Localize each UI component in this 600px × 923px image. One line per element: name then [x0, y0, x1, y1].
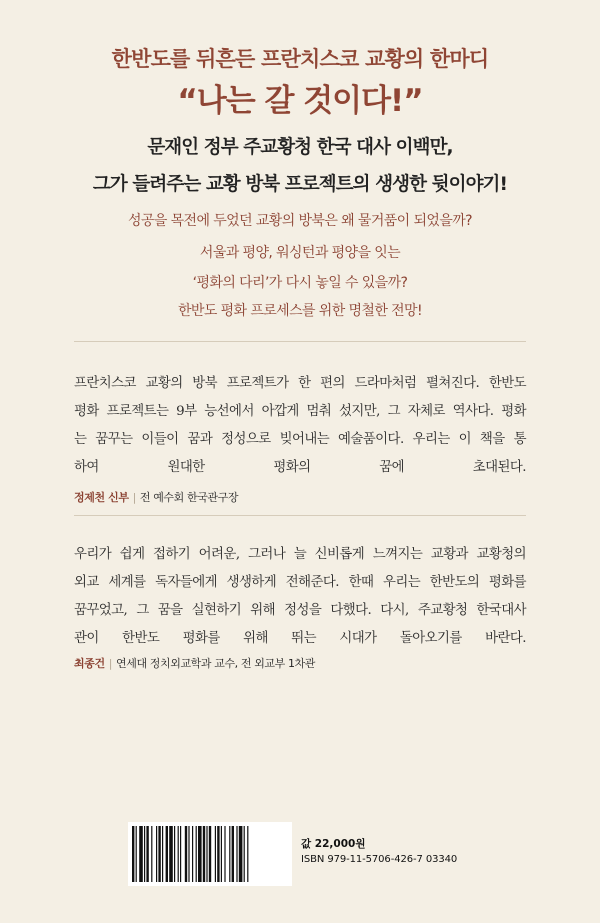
endorsement-line: 하여 원대한 평화의 꿈에 초대된다.	[74, 460, 526, 475]
headline-line-1: 한반도를 뒤흔든 프란치스코 교황의 한마디	[111, 47, 489, 71]
divider	[74, 515, 526, 516]
barcode-bar	[229, 826, 230, 882]
barcode-bar	[146, 826, 148, 882]
endorser-title: 전 예수회 한국관구장	[139, 491, 239, 504]
barcode-bar	[180, 826, 181, 882]
endorser-name: 최종건	[74, 657, 105, 670]
teaser-line: 서울과 평양, 워싱턴과 평양을 잇는	[199, 245, 401, 261]
barcode-bar	[244, 826, 245, 882]
barcode-bar	[166, 826, 168, 882]
endorsement-line: 프란치스코 교황의 방북 프로젝트가 한 편의 드라마처럼 펼쳐진다. 한반도	[74, 376, 526, 391]
barcode-bar	[215, 826, 216, 882]
endorser-title: 연세대 정치외교학과 교수, 전 외교부 1차관	[116, 657, 316, 670]
barcode-bar	[203, 826, 205, 882]
headline-quote: “나는 갈 것이다!”	[177, 83, 423, 119]
endorsement-line: 평화 프로젝트는 9부 능선에서 아깝게 멈춰 섰지만, 그 자체로 역사다. 평화	[74, 404, 526, 419]
barcode-bar	[209, 826, 211, 882]
price-label: 값 22,000원	[301, 838, 366, 850]
barcode-bar	[206, 826, 207, 882]
barcode-bar	[178, 826, 179, 882]
teaser-line: 한반도 평화 프로세스를 위한 명철한 전망!	[178, 303, 422, 319]
barcode-bar	[158, 826, 160, 882]
barcode-bar	[236, 826, 237, 882]
endorser-name: 정제천 신부	[74, 491, 129, 504]
barcode-bar	[232, 826, 234, 882]
isbn-barcode	[128, 822, 292, 886]
barcode-bar	[224, 826, 225, 882]
barcode-bar	[132, 826, 134, 882]
teaser-line: ‘평화의 다리’가 다시 놓일 수 있을까?	[192, 275, 408, 291]
barcode-bar	[144, 826, 145, 882]
barcode-bar	[198, 826, 202, 882]
endorsement-line: 는 꿈꾸는 이들이 꿈과 정성으로 빚어내는 예술품이다. 우리는 이 책을 통	[74, 432, 526, 447]
barcode-bar	[196, 826, 197, 882]
endorsement-line: 꿈꾸었고, 그 꿈을 실현하기 위해 정성을 다했다. 다시, 주교황청 한국대사	[74, 603, 526, 618]
barcode-bar	[174, 826, 175, 882]
subheading-line-2: 그가 들려주는 교황 방북 프로젝트의 생생한 뒷이야기!	[92, 174, 508, 195]
endorsement-line: 외교 세계를 독자들에게 생생하게 전해준다. 한때 우리는 한반도의 평화를	[74, 575, 526, 590]
barcode-bar	[139, 826, 143, 882]
barcode-bar	[151, 826, 152, 882]
separator: |	[108, 657, 112, 670]
barcode-bar	[162, 826, 163, 882]
barcode-bar	[217, 826, 219, 882]
endorsement-line: 우리가 쉽게 접하기 어려운, 그러나 늘 신비롭게 느껴지는 교황과 교황청의	[74, 547, 526, 562]
endorsement-text	[74, 370, 526, 482]
separator: |	[132, 491, 136, 504]
barcode-bar	[239, 826, 243, 882]
barcode-bar	[185, 826, 187, 882]
endorser-signature	[74, 489, 238, 505]
endorsement-text	[74, 541, 526, 653]
barcode-bar	[156, 826, 157, 882]
barcode-bar	[188, 826, 189, 882]
barcode-bar	[136, 826, 137, 882]
barcode-bar	[192, 826, 193, 882]
divider	[74, 341, 526, 342]
isbn-number: ISBN 979-11-5706-426-7 03340	[301, 854, 458, 865]
barcode-bar	[247, 826, 248, 882]
endorsement-line: 관이 한반도 평화를 위해 뛰는 시대가 돌아오기를 바란다.	[74, 631, 526, 646]
barcode-bar	[221, 826, 222, 882]
teaser-line: 성공을 목전에 두었던 교황의 방북은 왜 물거품이 되었을까?	[128, 213, 472, 229]
subheading-line-1: 문재인 정부 주교황청 한국 대사 이백만,	[147, 137, 453, 158]
barcode-graphic	[128, 822, 292, 886]
barcode-bar	[169, 826, 173, 882]
endorser-signature	[74, 655, 315, 671]
